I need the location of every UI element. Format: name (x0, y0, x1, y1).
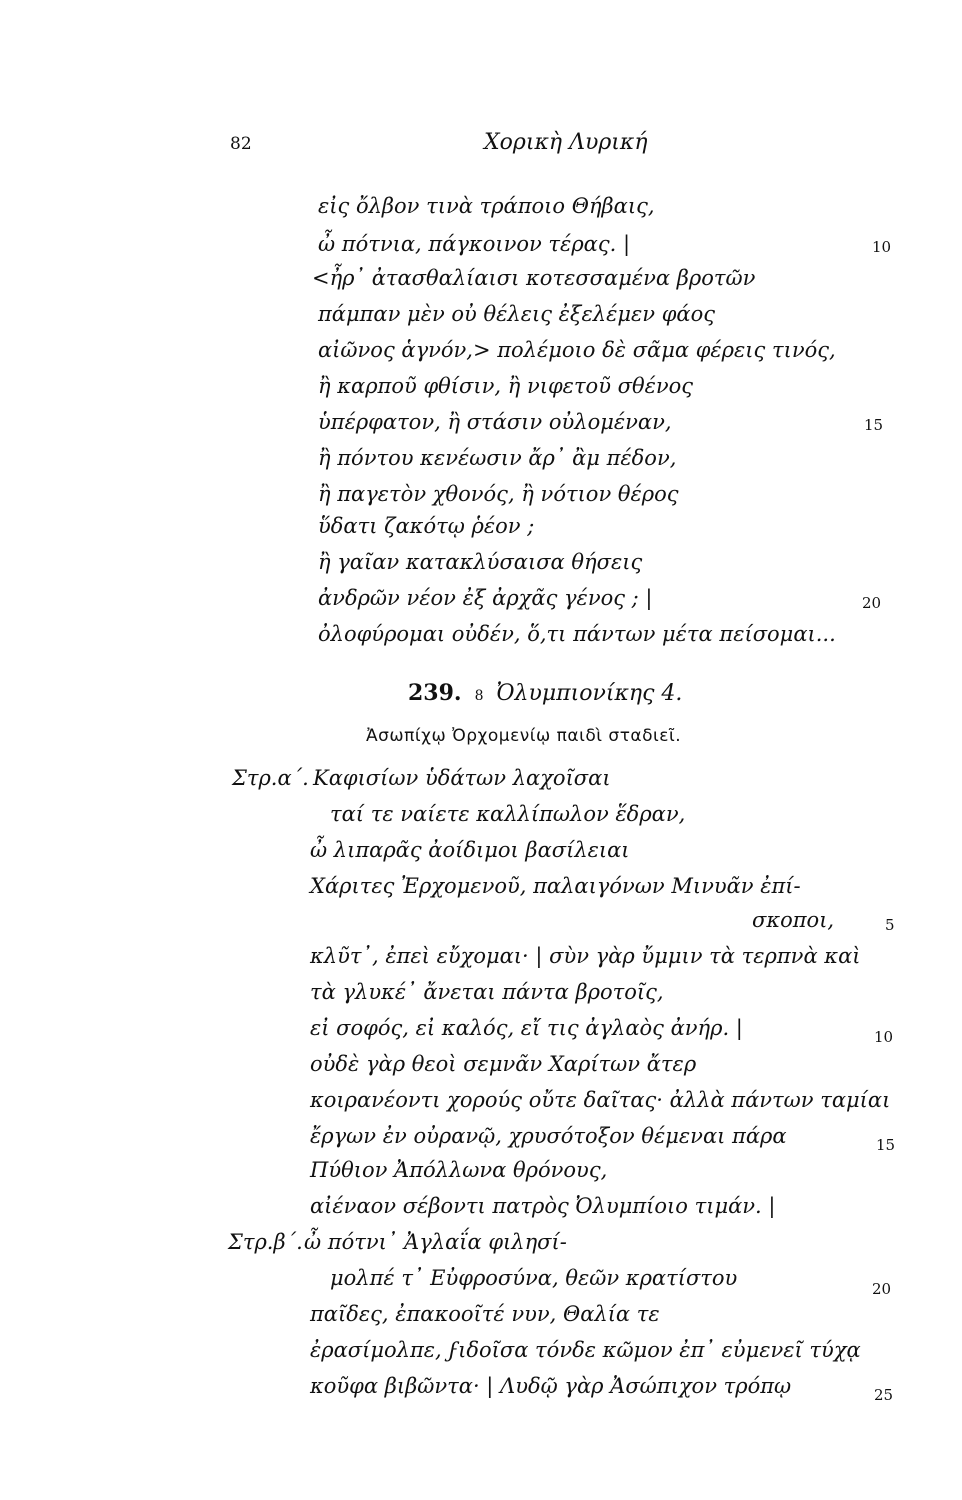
line-number: 15 (864, 416, 884, 434)
poem-line: ὑπέρφατον, ἢ στάσιν οὐλομέναν, (318, 410, 672, 434)
poem-line: ἢ παγετὸν χθονός, ἢ νότιον θέρος (318, 482, 679, 506)
line-number: 10 (874, 1028, 894, 1046)
poem-line: ὦ πότνι᾽ Ἀγλαΐα φιλησί- (304, 1230, 567, 1254)
line-number: 10 (872, 238, 892, 256)
poem-heading (408, 680, 682, 706)
poem-line: ἢ καρποῦ φθίσιν, ἢ νιφετοῦ σθένος (318, 374, 694, 398)
poem-line: αἰέναον σέβοντι πατρὸς Ὀλυμπίοιο τιμάν. | (310, 1194, 776, 1218)
poem-line: ὦ λιπαρᾶς ἀοίδιμοι βασίλειαι (310, 838, 630, 862)
strophe-label: Στρ.α΄. (232, 766, 309, 790)
poem-line: κοῦφα βιβῶντα· | Λυδῷ γὰρ Ἀσώπιχον τρόπῳ (310, 1374, 792, 1398)
line-number: 15 (876, 1136, 896, 1154)
poem-heading-title: Ὀλυμπιονίκης 4. (496, 681, 683, 706)
poem-line: ἔργων ἐν οὐρανῷ, χρυσότοξον θέμεναι πάρα (310, 1124, 787, 1148)
poem-line: ταί τε ναίετε καλλίπωλον ἕδραν, (330, 802, 686, 826)
poem-line: ἢ πόντου κενέωσιν ἄρ᾽ ἂμ πέδον, (318, 446, 677, 470)
poem-subheading: Ἀσωπίχῳ Ὀρχομενίῳ παιδὶ σταδιεῖ. (366, 726, 682, 746)
poem-heading-number: 239. (408, 680, 462, 706)
poem-line: οὐδὲ γὰρ θεοὶ σεμνᾶν Χαρίτων ἄτερ (310, 1052, 697, 1076)
poem-line: Πύθιον Ἀπόλλωνα θρόνους, (310, 1158, 608, 1182)
poem-line: αἰῶνος ἁγνόν,> πολέμοιο δὲ σᾶμα φέρεις τινός, (318, 338, 836, 362)
poem-line: ὀλοφύρομαι οὐδέν, ὅ,τι πάντων μέτα πείσομαι... (318, 622, 836, 646)
poem-line: ἢ γαῖαν κατακλύσαισα θήσεις (318, 550, 643, 574)
line-number: 25 (874, 1386, 894, 1404)
strophe-label: Στρ.β΄. (228, 1230, 303, 1254)
poem-line: <ἦρ᾽ ἀτασθαλίαισι κοτεσσαμένα βροτῶν (312, 266, 756, 290)
line-number: 5 (885, 916, 895, 934)
poem-line: σκοποι, (752, 908, 835, 932)
page-number: 82 (230, 134, 252, 154)
line-number: 20 (862, 594, 882, 612)
line-number: 20 (872, 1280, 892, 1298)
poem-line: πάμπαν μὲν οὐ θέλεις ἐξελέμεν φάος (318, 302, 715, 326)
poem-line: ὕδατι ζακότῳ ῥέον ; (318, 514, 535, 538)
poem-line: ἀνδρῶν νέον ἐξ ἀρχᾶς γένος ; | (318, 586, 653, 610)
poem-line: κλῦτ᾽, ἐπεὶ εὔχομαι· | σὺν γὰρ ὔμμιν τὰ τερπνὰ καὶ (310, 944, 861, 968)
poem-line: Καφισίων ὑδάτων λαχοῖσαι (313, 766, 611, 790)
running-title: Χορικὴ Λυρική (484, 130, 648, 155)
poem-line: ἐρασίμολπε, ϝιδοῖσα τόνδε κῶμον ἐπ᾽ εὐμενεῖ τύχᾳ (310, 1338, 861, 1362)
poem-line: μολπέ τ᾽ Εὐφροσύνα, θεῶν κρατίστου (330, 1266, 738, 1290)
poem-line: ὦ πότνια, πάγκοινον τέρας. | (318, 232, 631, 256)
poem-heading-sub: 8 (474, 688, 484, 704)
poem-line: παῖδες, ἐπακοοῖτέ νυν, Θαλία τε (310, 1302, 660, 1326)
poem-line: εἰ σοφός, εἰ καλός, εἴ τις ἀγλαὸς ἀνήρ. | (310, 1016, 743, 1040)
poem-line: Χάριτες Ἐρχομενοῦ, παλαιγόνων Μινυᾶν ἐπί- (310, 874, 801, 898)
poem-line: τὰ γλυκέ᾽ ἄνεται πάντα βροτοῖς, (310, 980, 664, 1004)
poem-line: κοιρανέοντι χορούς οὔτε δαῖτας· ἀλλὰ πάντων ταμίαι (310, 1088, 891, 1112)
poem-line: εἰς ὄλβον τινὰ τράποιο Θήβαις, (318, 194, 655, 218)
